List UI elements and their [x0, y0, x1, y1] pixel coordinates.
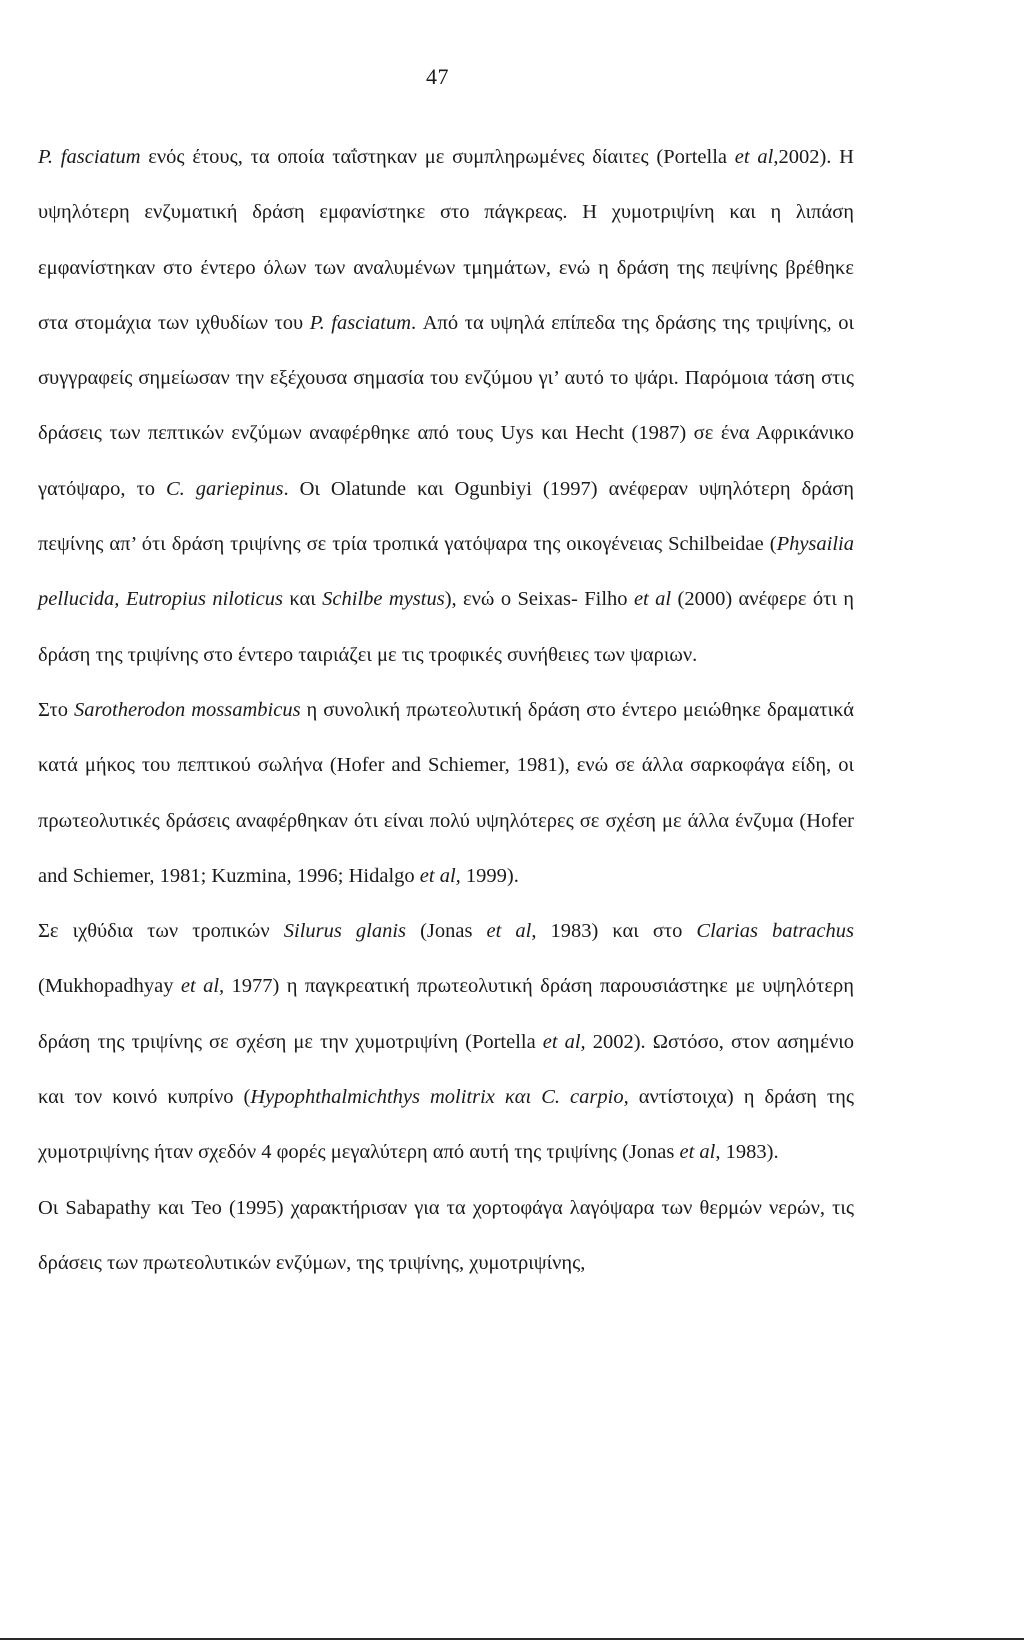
italic-text-segment: Physailia pellucida, Eutropius niloticus: [38, 533, 854, 611]
text-segment: . Οι Olatunde και Ogunbiyi (1997) ανέφεραν υψηλότερη δράση πεψίνης απ’ ότι δράση τριψίνης σε τρία τροπικά γατόψαρα της οικογένειας Schilbeidae (: [38, 477, 854, 556]
text-segment: ενός έτους, τα οποία ταΐστηκαν με συμπληρωμένες δίαιτες (Portella: [140, 146, 735, 168]
text-segment: (Mukhopadhyay: [38, 975, 181, 998]
text-segment: η συνολική πρωτεολυτική δράση στο έντερο μειώθηκε δραματικά κατά μήκος του πεπτικού σωλήνα (Hofer and Schiemer, 1981), ενώ σε άλλα σαρκοφάγα είδη, οι πρωτεολυτικές δράσεις αναφέρθηκαν ότι είναι πολύ υψηλότερες σε σχέση με άλλα ένζυμα (Hofer and Schiemer, 1981; Kuzmina, 1996; Hidalgo: [38, 698, 854, 887]
italic-text-segment: C. gariepinus: [165, 477, 284, 500]
italic-text-segment: Silurus glanis: [283, 920, 407, 943]
text-segment: και: [282, 588, 323, 611]
italic-text-segment: Clarias batrachus: [696, 920, 854, 943]
text-segment: ), ενώ ο Seixas- Filho: [444, 588, 634, 611]
text-segment: (Jonas: [406, 920, 487, 943]
page-number: 47: [426, 64, 449, 89]
italic-text-segment: et al: [633, 588, 672, 611]
text-segment: , 1983).: [715, 1141, 779, 1164]
italic-text-segment: P. fasciatum: [38, 146, 141, 168]
italic-text-segment: et al: [486, 920, 532, 943]
italic-text-segment: Sarotherodon mossambicus: [74, 698, 301, 721]
paragraph-1: [38, 130, 854, 683]
italic-text-segment: et al,: [180, 975, 225, 998]
italic-text-segment: Schilbe mystus: [322, 588, 445, 611]
text-segment: Στο: [38, 698, 75, 721]
text-segment: , 1983) και στο: [531, 920, 697, 943]
text-segment: αντίστοιχα) η δράση της χυμοτριψίνης ήταν σχεδόν 4 φορές μεγαλύτερη από αυτή της τριψίνης (Jonas: [38, 1086, 854, 1164]
italic-text-segment: P. fasciatum: [309, 311, 412, 334]
text-segment: Σε ιχθύδια των τροπικών: [38, 920, 284, 943]
paragraph-2: [38, 683, 854, 904]
italic-text-segment: et al: [679, 1141, 716, 1164]
footer-rule: [0, 1638, 1024, 1640]
italic-text-segment: et al: [734, 146, 774, 168]
text-segment: ,2002). Η υψηλότερη ενζυματική δράση εμφανίστηκε στο πάγκρεας. Η χυμοτριψίνη και η λιπάση εμφανίστηκαν στο έντερο όλων των αναλυμένων τμημάτων, ενώ η δράση της πεψίνης βρέθηκε στα στομάχια των ιχθυδίων του: [38, 146, 854, 334]
paragraph-4: [38, 1181, 854, 1292]
italic-text-segment: et al,: [542, 1030, 586, 1053]
text-segment: 1977) η παγκρεατική πρωτεολυτική δράση παρουσιάστηκε με υψηλότερη δράση της τριψίνης σε σχέση με την χυμοτριψίνη (Portella: [38, 975, 854, 1053]
text-segment: . Από τα υψηλά επίπεδα της δράσης της τριψίνης, οι συγγραφείς σημείωσαν την εξέχουσα σημασία του ενζύμου γι’ αυτό το ψάρι. Παρόμοια τάση στις δράσεις των πεπτικών ενζύμων αναφέρθηκε από τους Uys και Hecht (1987) σε ένα Αφρικάνικο γατόψαρο, το: [38, 311, 854, 500]
text-segment: 1999).: [460, 864, 519, 887]
text-segment: (2000) ανέφερε ότι η δράση της τριψίνης στο έντερο ταιριάζει με τις τροφικές συνήθειες των ψαριων.: [38, 588, 854, 666]
paragraph-3: [38, 904, 854, 1180]
document-body: [38, 130, 854, 1291]
italic-text-segment: Hypophthalmichthys molitrix και C. carpio,: [250, 1086, 629, 1109]
italic-text-segment: et al,: [419, 864, 461, 887]
text-segment: Οι Sabapathy και Teo (1995) χαρακτήρισαν για τα χορτοφάγα λαγόψαρα των θερμών νερών, τις δράσεις των πρωτεολυτικών ενζύμων, της τριψίνης, χυμοτριψίνης,: [38, 1196, 854, 1274]
text-segment: 2002). Ωστόσο, στον ασημένιο και τον κοινό κυπρίνο (: [38, 1030, 854, 1109]
